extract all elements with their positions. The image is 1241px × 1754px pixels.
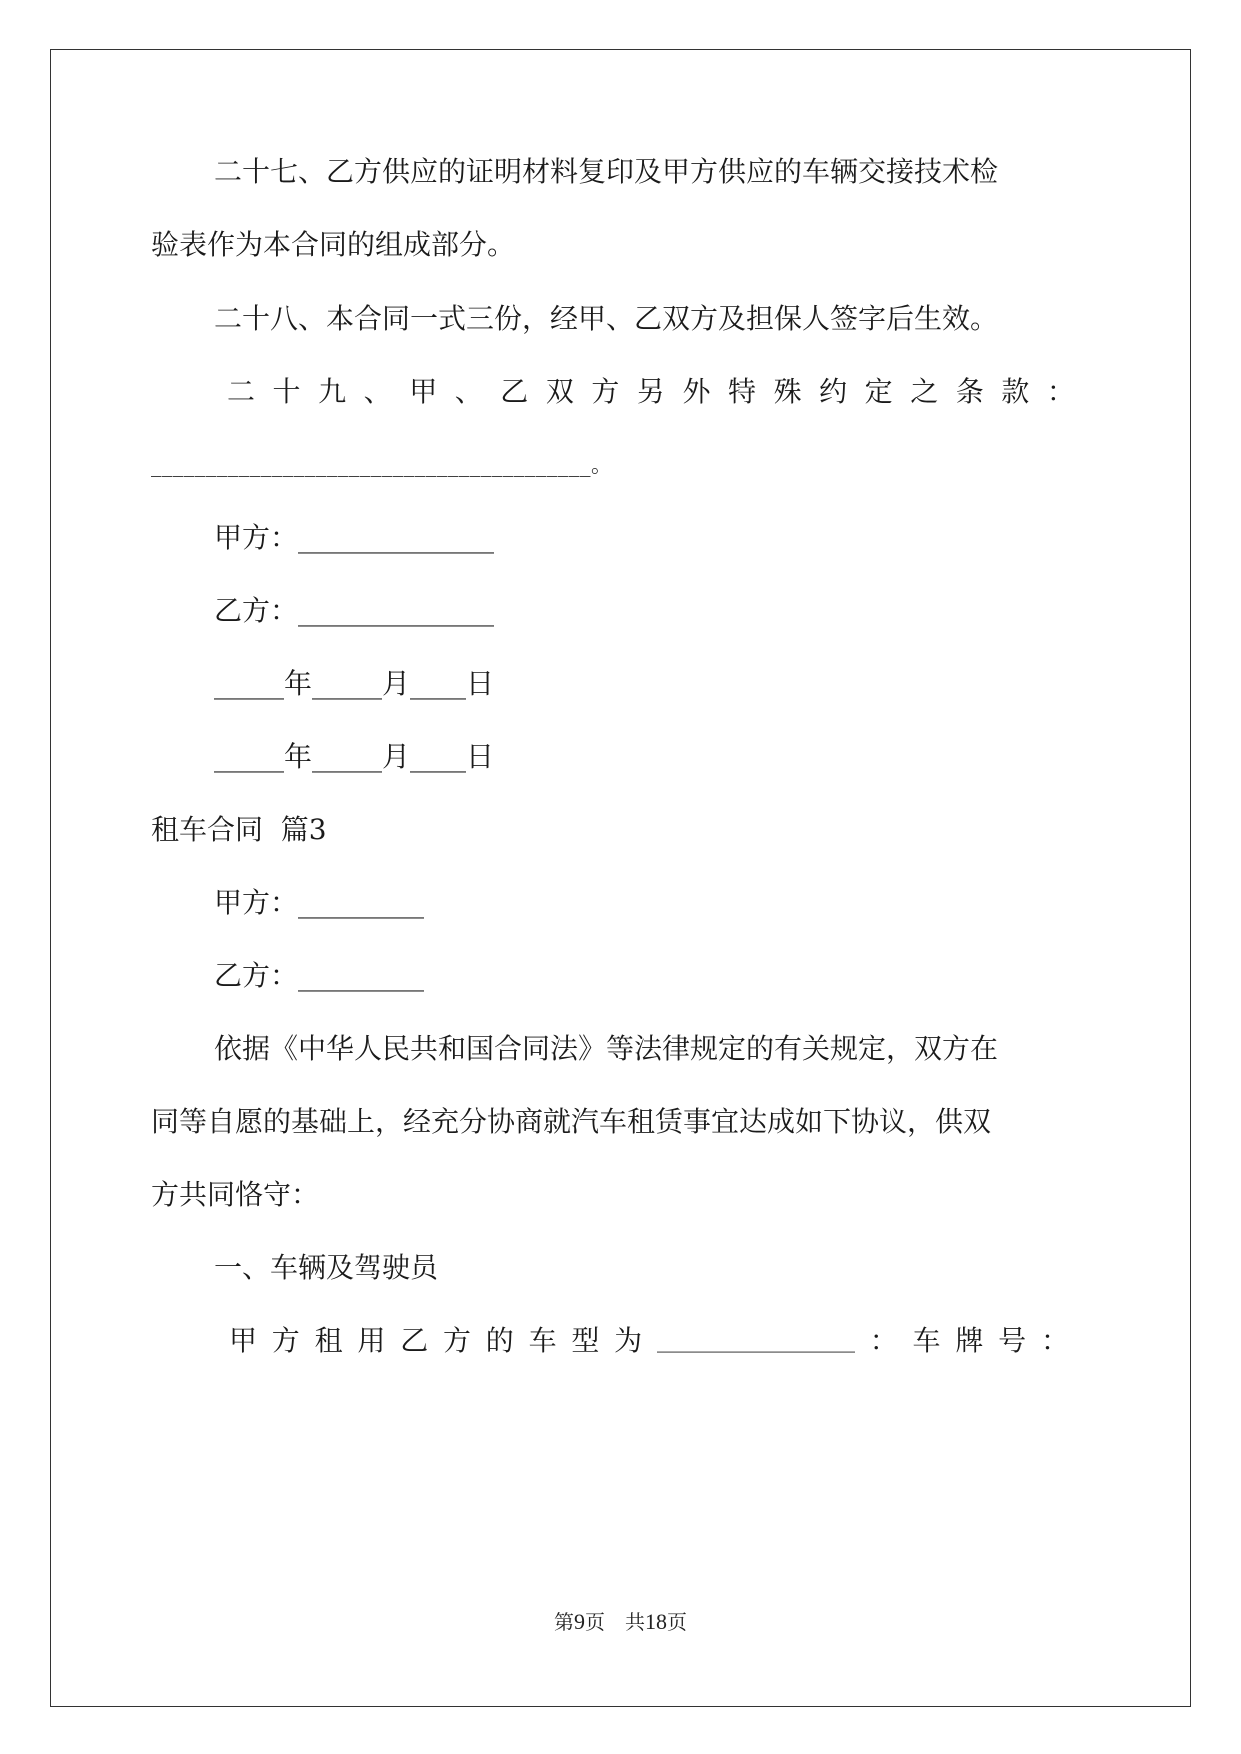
page-number: 9: [574, 1609, 585, 1634]
paragraph-line-15: 方共同恪守：: [151, 1178, 320, 1211]
blank-fill-line: ________________________________________。: [151, 453, 613, 477]
section-title: 租车合同 篇3: [151, 813, 327, 846]
paragraph-line-14: 同等自愿的基础上，经充分协商就汽车租赁事宜达成如下协议，供双: [151, 1105, 992, 1138]
footer-label: 页: [667, 1610, 687, 1634]
paragraph-line-1: 二十七、乙方供应的证明材料复印及甲方供应的车辆交接技术检: [214, 155, 999, 188]
date-line-1: _____年_____月____日: [214, 667, 495, 700]
date-line-2: _____年_____月____日: [214, 740, 495, 773]
footer-label: 第: [554, 1610, 574, 1634]
signature-party-b: 乙方：______________: [214, 594, 495, 627]
paragraph-line-2: 验表作为本合同的组成部分。: [151, 228, 516, 261]
paragraph-line-13: 依据《中华人民共和国合同法》等法律规定的有关规定，双方在: [214, 1032, 999, 1065]
signature-party-a: 甲方：______________: [214, 521, 495, 554]
total-pages: 18: [645, 1609, 667, 1634]
paragraph-line-17: 甲 方 租 用 乙 方 的 车 型 为 __________________ ： 车 牌 号 ：: [229, 1324, 1069, 1357]
party-a-line: 甲方：_________: [214, 886, 425, 919]
clause-heading: 一、车辆及驾驶员: [214, 1251, 439, 1284]
paragraph-line-3: 二十八、本合同一式三份，经甲、乙双方及担保人签字后生效。: [214, 302, 999, 335]
page-border: [50, 49, 1191, 1707]
party-b-line: 乙方：_________: [214, 959, 425, 992]
paragraph-line-4: 二 十 九 、 甲 、 乙 双 方 另 外 特 殊 约 定 之 条 款 ：: [227, 375, 1075, 408]
footer-label: 页 共: [585, 1610, 645, 1634]
page-footer: [0, 1608, 1241, 1636]
